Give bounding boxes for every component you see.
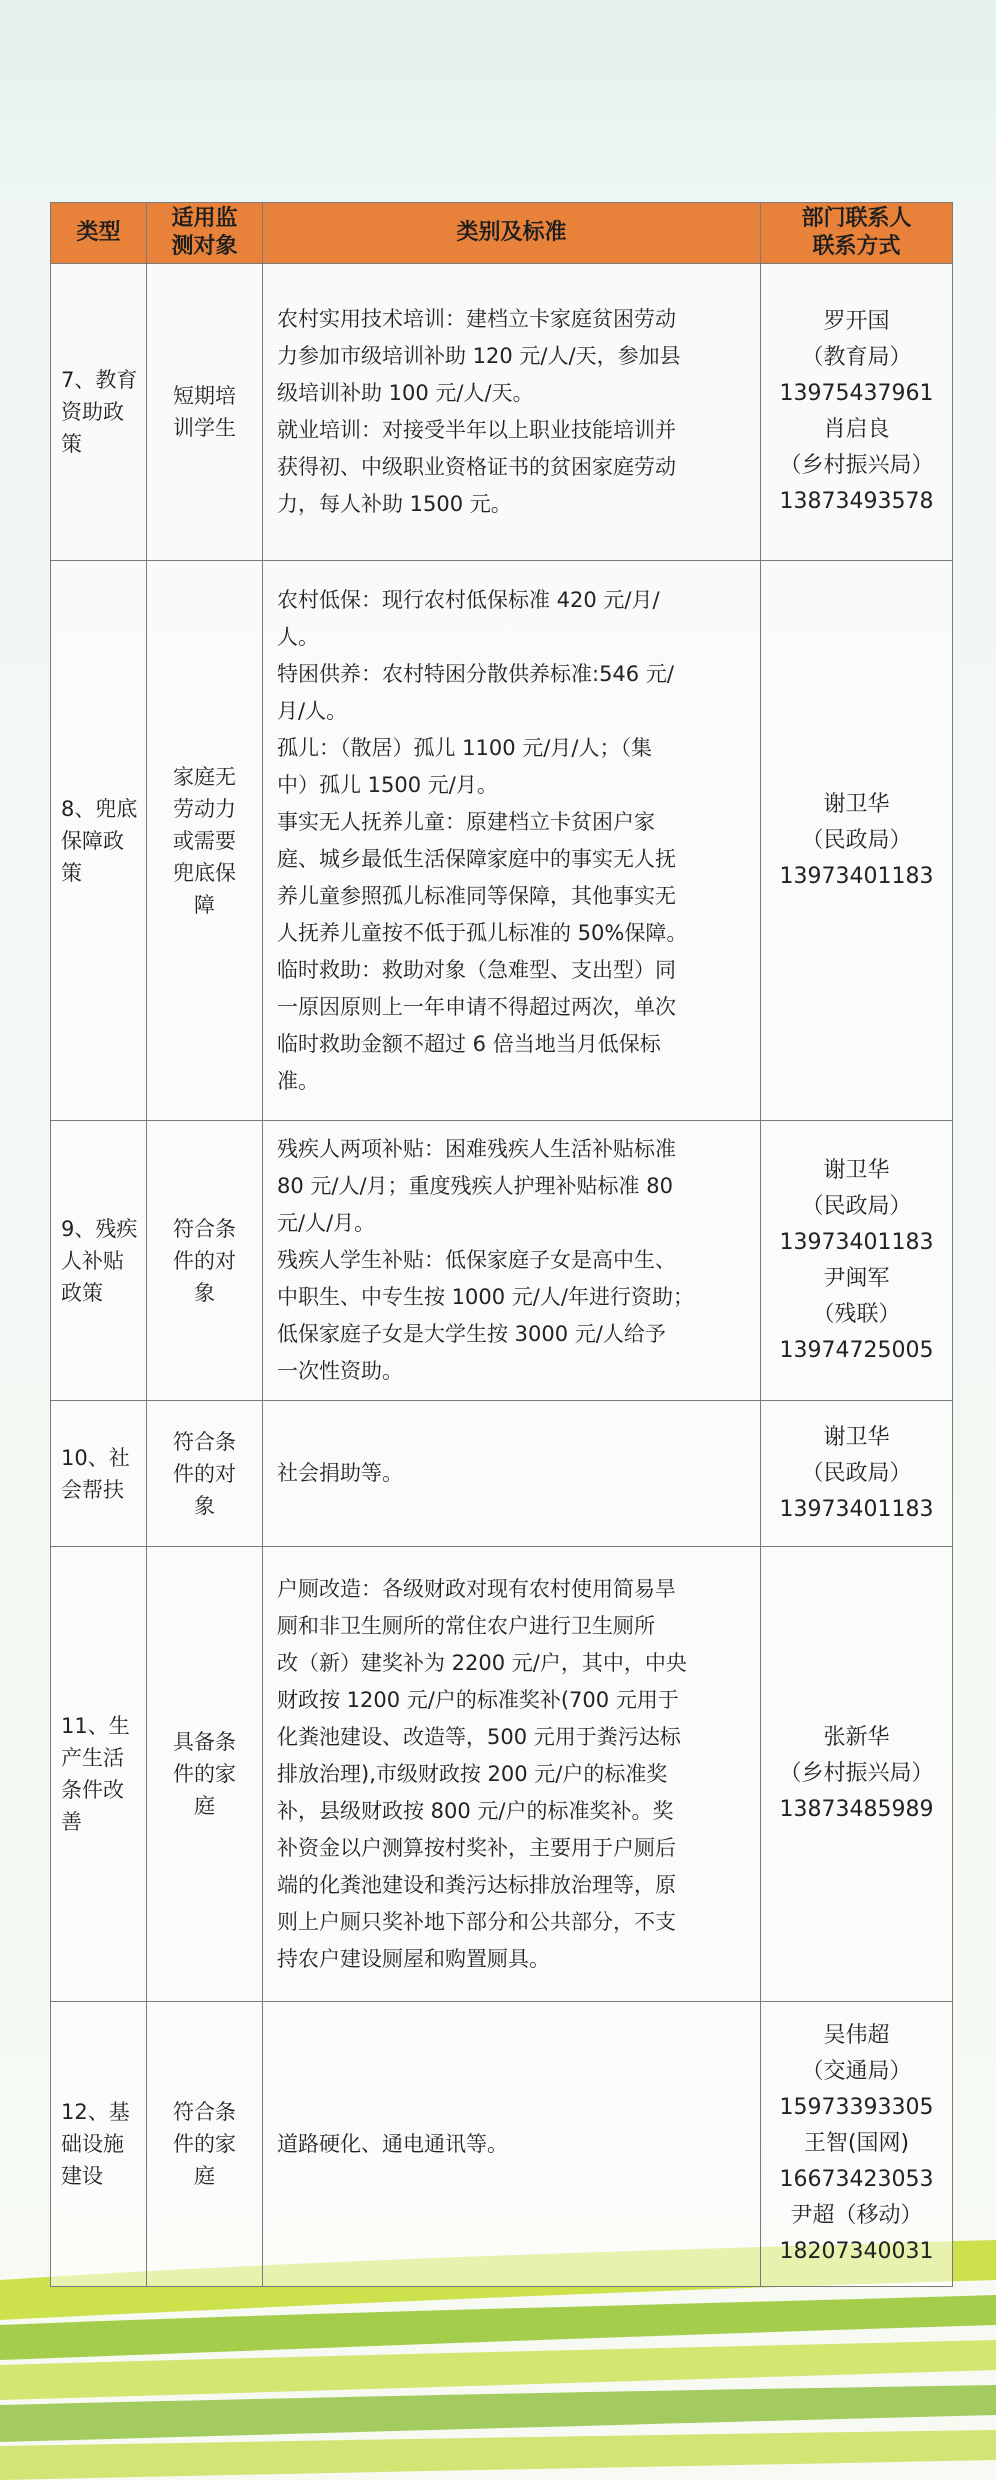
standard-line: 临时救助金额不超过 6 倍当地当月低保标 xyxy=(277,1031,661,1056)
standard-line: 残疾人学生补贴：低保家庭子女是高中生、 xyxy=(277,1248,676,1272)
table-row xyxy=(51,1121,953,1401)
table-row xyxy=(51,561,953,1121)
standard-line: 孤儿：（散居）孤儿 1100 元/月/人；（集 xyxy=(277,735,652,760)
target-group-line: 或需要 xyxy=(173,828,236,853)
standard-line: 特困供养：农村特困分散供养标准:546 元/ xyxy=(277,661,674,686)
standard-line: 就业培训：对接受半年以上职业技能培训并 xyxy=(277,418,676,442)
standard-line: 80 元/人/月；重度残疾人护理补贴标准 80 xyxy=(277,1174,673,1198)
standard-line: 持农户建设厕屋和购置厕具。 xyxy=(277,1946,550,1971)
standard-line: 庭、城乡最低生活保障家庭中的事实无人抚 xyxy=(277,846,676,871)
target-group-line: 件的家 xyxy=(173,2132,236,2156)
policy-type-line: 9、残疾 xyxy=(61,1216,138,1241)
policy-type-cell xyxy=(51,264,147,561)
contact-line: 13974725005 xyxy=(779,1337,934,1363)
standard-line: 获得初、中级职业资格证书的贫困家庭劳动 xyxy=(277,455,676,479)
contact-line: 王智(国网) xyxy=(803,2131,910,2156)
target-group-line: 符合条 xyxy=(173,2100,236,2124)
target-group-line: 符合条 xyxy=(173,1429,236,1454)
contact-line: 谢卫华 xyxy=(823,1424,890,1450)
target-group-cell xyxy=(147,1401,263,1547)
target-group-cell xyxy=(147,2002,263,2287)
policy-type-line: 础设施 xyxy=(61,2132,124,2156)
contact-line: 16673423053 xyxy=(779,2167,934,2192)
standard-line: 端的化粪池建设和粪污达标排放治理等，原 xyxy=(277,1872,676,1897)
target-group-cell xyxy=(147,561,263,1121)
contact-line: 谢卫华 xyxy=(823,1157,890,1183)
standard-cell xyxy=(263,1121,761,1401)
target-group-cell xyxy=(147,264,263,561)
contact-line: （残联） xyxy=(812,1301,901,1327)
contact-line: 13973401183 xyxy=(779,863,934,889)
standard-line: 人抚养儿童按不低于孤儿标准的 50%保障。 xyxy=(277,920,688,945)
standard-line: 中职生、中专生按 1000 元/人/年进行资助； xyxy=(277,1285,694,1309)
target-group-line: 件的对 xyxy=(173,1461,236,1486)
standard-line: 一次性资助。 xyxy=(277,1359,403,1383)
contact-line: 18207340031 xyxy=(779,2239,934,2264)
target-group-line: 庭 xyxy=(194,2164,215,2188)
standard-cell xyxy=(263,2002,761,2287)
standard-line: 社会捐助等。 xyxy=(277,1461,403,1485)
target-group-line: 象 xyxy=(194,1493,215,1518)
policy-type-line: 人补贴 xyxy=(61,1248,124,1273)
target-group-cell xyxy=(147,1547,263,2002)
table-header-row xyxy=(51,203,953,264)
policy-type-line: 12、基 xyxy=(61,2100,130,2124)
standard-line: 改（新）建奖补为 2200 元/户，其中，中央 xyxy=(277,1650,687,1675)
policy-type-cell xyxy=(51,2002,147,2287)
target-group-line: 件的家 xyxy=(173,1762,236,1786)
contact-line: 谢卫华 xyxy=(823,791,890,817)
standard-line: 力参加市级培训补助 120 元/人/天，参加县 xyxy=(277,344,681,368)
contact-cell xyxy=(761,2002,953,2287)
header-contact: 部门联系人 联系方式 xyxy=(761,203,953,264)
target-group-line: 障 xyxy=(194,892,215,917)
standard-line: 化粪池建设、改造等，500 元用于粪污达标 xyxy=(277,1724,681,1749)
standard-line: 道路硬化、通电通讯等。 xyxy=(277,2131,508,2156)
standard-line: 排放治理),市级财政按 200 元/户的标准奖 xyxy=(277,1761,668,1786)
contact-line: （乡村振兴局） xyxy=(779,1761,934,1786)
standard-line: 元/人/月。 xyxy=(277,1211,376,1235)
top-background xyxy=(0,0,996,200)
standard-line: 厕和非卫生厕所的常住农户进行卫生厕所 xyxy=(277,1613,655,1638)
standard-line: 人。 xyxy=(277,624,319,649)
target-group-line: 短期培 xyxy=(173,384,236,408)
table-row xyxy=(51,264,953,561)
target-group-line: 兜底保 xyxy=(173,860,236,885)
table-row xyxy=(51,1547,953,2002)
target-group-line: 家庭无 xyxy=(173,764,236,789)
target-group-line: 符合条 xyxy=(173,1216,236,1241)
standard-line: 残疾人两项补贴：困难残疾人生活补贴标准 xyxy=(277,1137,676,1161)
policy-type-line: 政策 xyxy=(61,1280,103,1305)
contact-line: （民政局） xyxy=(801,1193,912,1219)
standard-cell xyxy=(263,264,761,561)
policy-type-line: 7、教育 xyxy=(61,368,138,392)
contact-line: （民政局） xyxy=(801,827,912,853)
standard-line: 一原因原则上一年申请不得超过两次，单次 xyxy=(277,994,676,1019)
contact-cell xyxy=(761,1547,953,2002)
policy-table-container xyxy=(50,202,952,2287)
policy-type-line: 策 xyxy=(61,860,82,885)
table-row xyxy=(51,2002,953,2287)
table-row xyxy=(51,1401,953,1547)
policy-type-cell xyxy=(51,1401,147,1547)
standard-line: 养儿童参照孤儿标准同等保障，其他事实无 xyxy=(277,883,676,908)
contact-cell xyxy=(761,1121,953,1401)
contact-line: （乡村振兴局） xyxy=(779,453,934,478)
standard-line: 财政按 1200 元/户的标准奖补(700 元用于 xyxy=(277,1687,679,1712)
contact-cell xyxy=(761,561,953,1121)
contact-line: 罗开国 xyxy=(823,309,890,334)
header-target: 适用监 测对象 xyxy=(147,203,263,264)
policy-type-line: 产生活 xyxy=(61,1746,124,1770)
target-group-cell xyxy=(147,1121,263,1401)
policy-type-line: 条件改 xyxy=(61,1778,124,1802)
target-group-line: 象 xyxy=(194,1280,215,1305)
contact-line: 13973401183 xyxy=(779,1496,934,1522)
standard-line: 月/人。 xyxy=(277,698,348,723)
standard-line: 准。 xyxy=(277,1068,319,1093)
contact-line: 张新华 xyxy=(823,1725,890,1750)
contact-line: 肖启良 xyxy=(823,417,890,442)
contact-line: 尹闽军 xyxy=(823,1265,890,1291)
contact-line: 15973393305 xyxy=(779,2095,934,2120)
target-group-line: 劳动力 xyxy=(173,796,236,821)
contact-line: （民政局） xyxy=(801,1460,912,1486)
standard-line: 则上户厕只奖补地下部分和公共部分，不支 xyxy=(277,1909,676,1934)
standard-line: 农村实用技术培训：建档立卡家庭贫困劳动 xyxy=(277,307,676,331)
target-group-line: 训学生 xyxy=(173,416,236,440)
policy-type-cell xyxy=(51,561,147,1121)
standard-line: 事实无人抚养儿童：原建档立卡贫困户家 xyxy=(277,809,655,834)
standard-line: 临时救助：救助对象（急难型、支出型）同 xyxy=(277,957,676,982)
policy-type-cell xyxy=(51,1121,147,1401)
policy-type-line: 善 xyxy=(61,1810,82,1834)
header-type: 类型 xyxy=(51,203,147,264)
standard-line: 补，县级财政按 800 元/户的标准奖补。奖 xyxy=(277,1798,674,1823)
contact-line: 吴伟超 xyxy=(823,2023,890,2048)
contact-line: （教育局） xyxy=(801,345,912,370)
policy-type-cell xyxy=(51,1547,147,2002)
contact-line: 13873485989 xyxy=(779,1797,934,1822)
policy-table xyxy=(50,202,953,2287)
policy-type-line: 策 xyxy=(61,432,82,456)
policy-type-line: 10、社 xyxy=(61,1445,130,1470)
standard-line: 力，每人补助 1500 元。 xyxy=(277,492,512,516)
policy-type-line: 建设 xyxy=(61,2164,103,2188)
contact-line: 13975437961 xyxy=(779,381,934,406)
policy-type-line: 11、生 xyxy=(61,1714,130,1738)
standard-cell xyxy=(263,1401,761,1547)
target-group-line: 具备条 xyxy=(173,1730,236,1754)
contact-cell xyxy=(761,1401,953,1547)
header-standard: 类别及标准 xyxy=(263,203,761,264)
standard-line: 补资金以户测算按村奖补，主要用于户厕后 xyxy=(277,1835,676,1860)
policy-type-line: 8、兜底 xyxy=(61,796,138,821)
standard-line: 级培训补助 100 元/人/天。 xyxy=(277,381,534,405)
target-group-line: 件的对 xyxy=(173,1248,236,1273)
standard-cell xyxy=(263,561,761,1121)
contact-line: 13873493578 xyxy=(779,489,934,514)
standard-line: 户厕改造：各级财政对现有农村使用简易旱 xyxy=(277,1576,676,1601)
contact-line: （交通局） xyxy=(801,2059,912,2084)
standard-line: 低保家庭子女是大学生按 3000 元/人给予 xyxy=(277,1322,666,1346)
standard-line: 中）孤儿 1500 元/月。 xyxy=(277,772,498,797)
standard-line: 农村低保：现行农村低保标准 420 元/月/ xyxy=(277,587,660,612)
policy-type-line: 保障政 xyxy=(61,828,124,853)
contact-cell xyxy=(761,264,953,561)
target-group-line: 庭 xyxy=(194,1794,215,1818)
policy-type-line: 资助政 xyxy=(61,400,124,424)
contact-line: 13973401183 xyxy=(779,1229,934,1255)
standard-cell xyxy=(263,1547,761,2002)
policy-type-line: 会帮扶 xyxy=(61,1477,124,1502)
contact-line: 尹超（移动） xyxy=(790,2203,923,2228)
